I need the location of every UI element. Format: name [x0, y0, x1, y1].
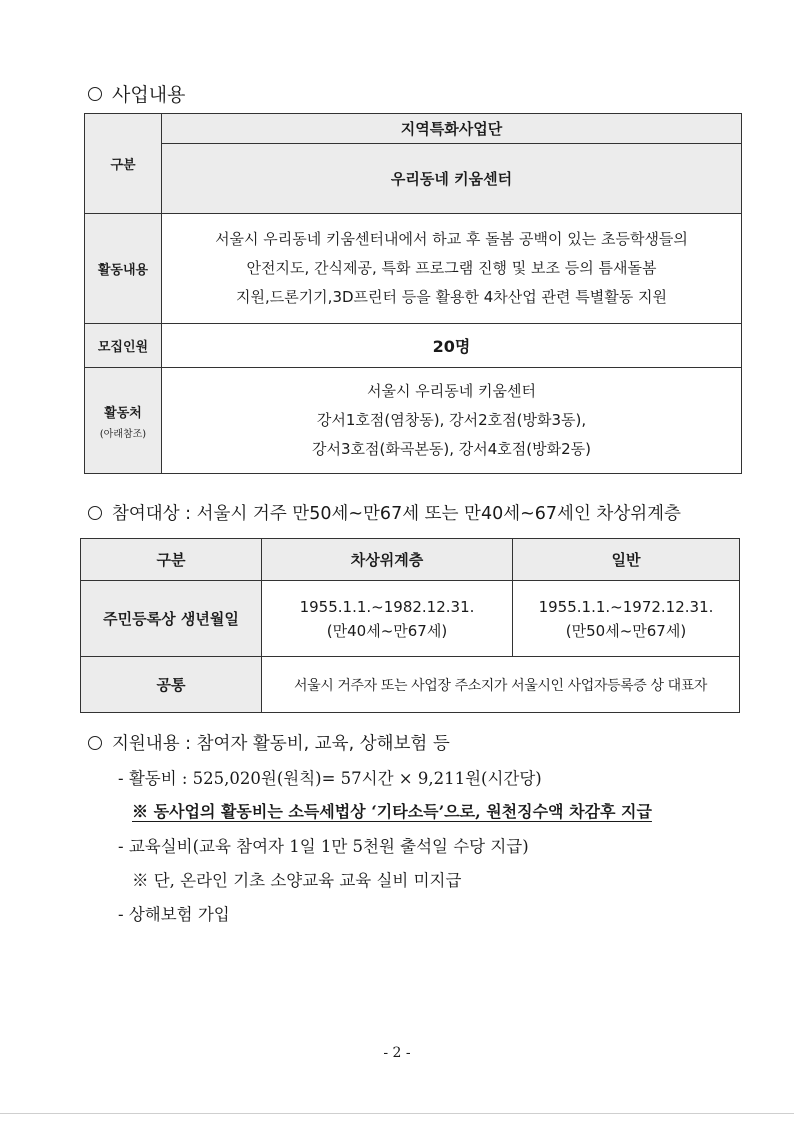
support-line-education: - 교육실비(교육 참여자 1일 1만 5천원 출석일 수당 지급)	[118, 837, 529, 856]
label-place-cell	[85, 368, 162, 474]
place-line: 서울시 우리동네 키움센터	[367, 382, 536, 400]
label-recruit: 모집인원	[85, 324, 162, 368]
place-line: 강서3호점(화곡본동), 강서4호점(방화2동)	[312, 440, 591, 458]
section-title-text: 참여대상 : 서울시 거주 만50세~만67세 또는 만40세~67세인 차상위계층	[112, 504, 681, 524]
page-number: - 2 -	[383, 1045, 411, 1061]
row-common-label: 공통	[81, 657, 262, 713]
activity-cell	[162, 214, 742, 324]
support-line-insurance: - 상해보험 가입	[118, 905, 230, 924]
near-poor-range: 1955.1.1.~1982.12.31.	[299, 597, 475, 616]
circle-bullet-icon	[88, 506, 102, 520]
circle-bullet-icon	[88, 736, 102, 750]
general-range: 1955.1.1.~1972.12.31.	[538, 597, 714, 616]
header-top: 지역특화사업단	[162, 114, 742, 144]
header-sub: 우리동네 키움센터	[162, 144, 742, 214]
business-table	[84, 113, 742, 474]
activity-line: 서울시 우리동네 키움센터내에서 하교 후 돌봄 공백이 있는 초등학생들의	[215, 230, 688, 248]
activity-line: 지원,드론기기,3D프린터 등을 활용한 4차산업 관련 특별활동 지원	[235, 288, 668, 306]
support-line-activity-fee: - 활동비 : 525,020원(원칙)= 57시간 × 9,211원(시간당)	[118, 769, 542, 788]
col-near-poor: 차상위계층	[262, 539, 513, 581]
common-value: 서울시 거주자 또는 사업장 주소지가 서울시인 사업자등록증 상 대표자	[262, 657, 740, 713]
col-general: 일반	[513, 539, 740, 581]
general-cell	[513, 581, 740, 657]
section-title-business	[88, 80, 185, 107]
section-title-text: 지원내용 : 참여자 활동비, 교육, 상해보험 등	[112, 734, 450, 754]
label-category: 구분	[85, 114, 162, 214]
circle-bullet-icon	[88, 87, 102, 101]
label-place-note: (아래참조)	[99, 428, 147, 440]
support-note-tax: ※ 동사업의 활동비는 소득세법상 ‘기타소득’으로, 원천징수액 차감후 지급	[132, 802, 652, 821]
general-age: (만50세~만67세)	[565, 621, 687, 640]
row-birth-label: 주민등록상 생년월일	[81, 581, 262, 657]
section-title-eligibility	[88, 500, 681, 525]
support-note-online: ※ 단, 온라인 기초 소양교육 교육 실비 미지급	[132, 871, 462, 890]
near-poor-cell	[262, 581, 513, 657]
recruit-value: 20명	[162, 324, 742, 368]
near-poor-age: (만40세~만67세)	[326, 621, 448, 640]
place-cell	[162, 368, 742, 474]
label-activity: 활동내용	[85, 214, 162, 324]
bottom-divider	[0, 1113, 794, 1114]
col-category: 구분	[81, 539, 262, 581]
section-title-support	[88, 730, 450, 755]
section-title-text: 사업내용	[112, 84, 186, 106]
label-place: 활동처	[104, 405, 142, 421]
eligibility-table	[80, 538, 740, 713]
activity-line: 안전지도, 간식제공, 특화 프로그램 진행 및 보조 등의 틈새돌봄	[246, 259, 657, 277]
place-line: 강서1호점(염창동), 강서2호점(방화3동),	[316, 411, 587, 429]
